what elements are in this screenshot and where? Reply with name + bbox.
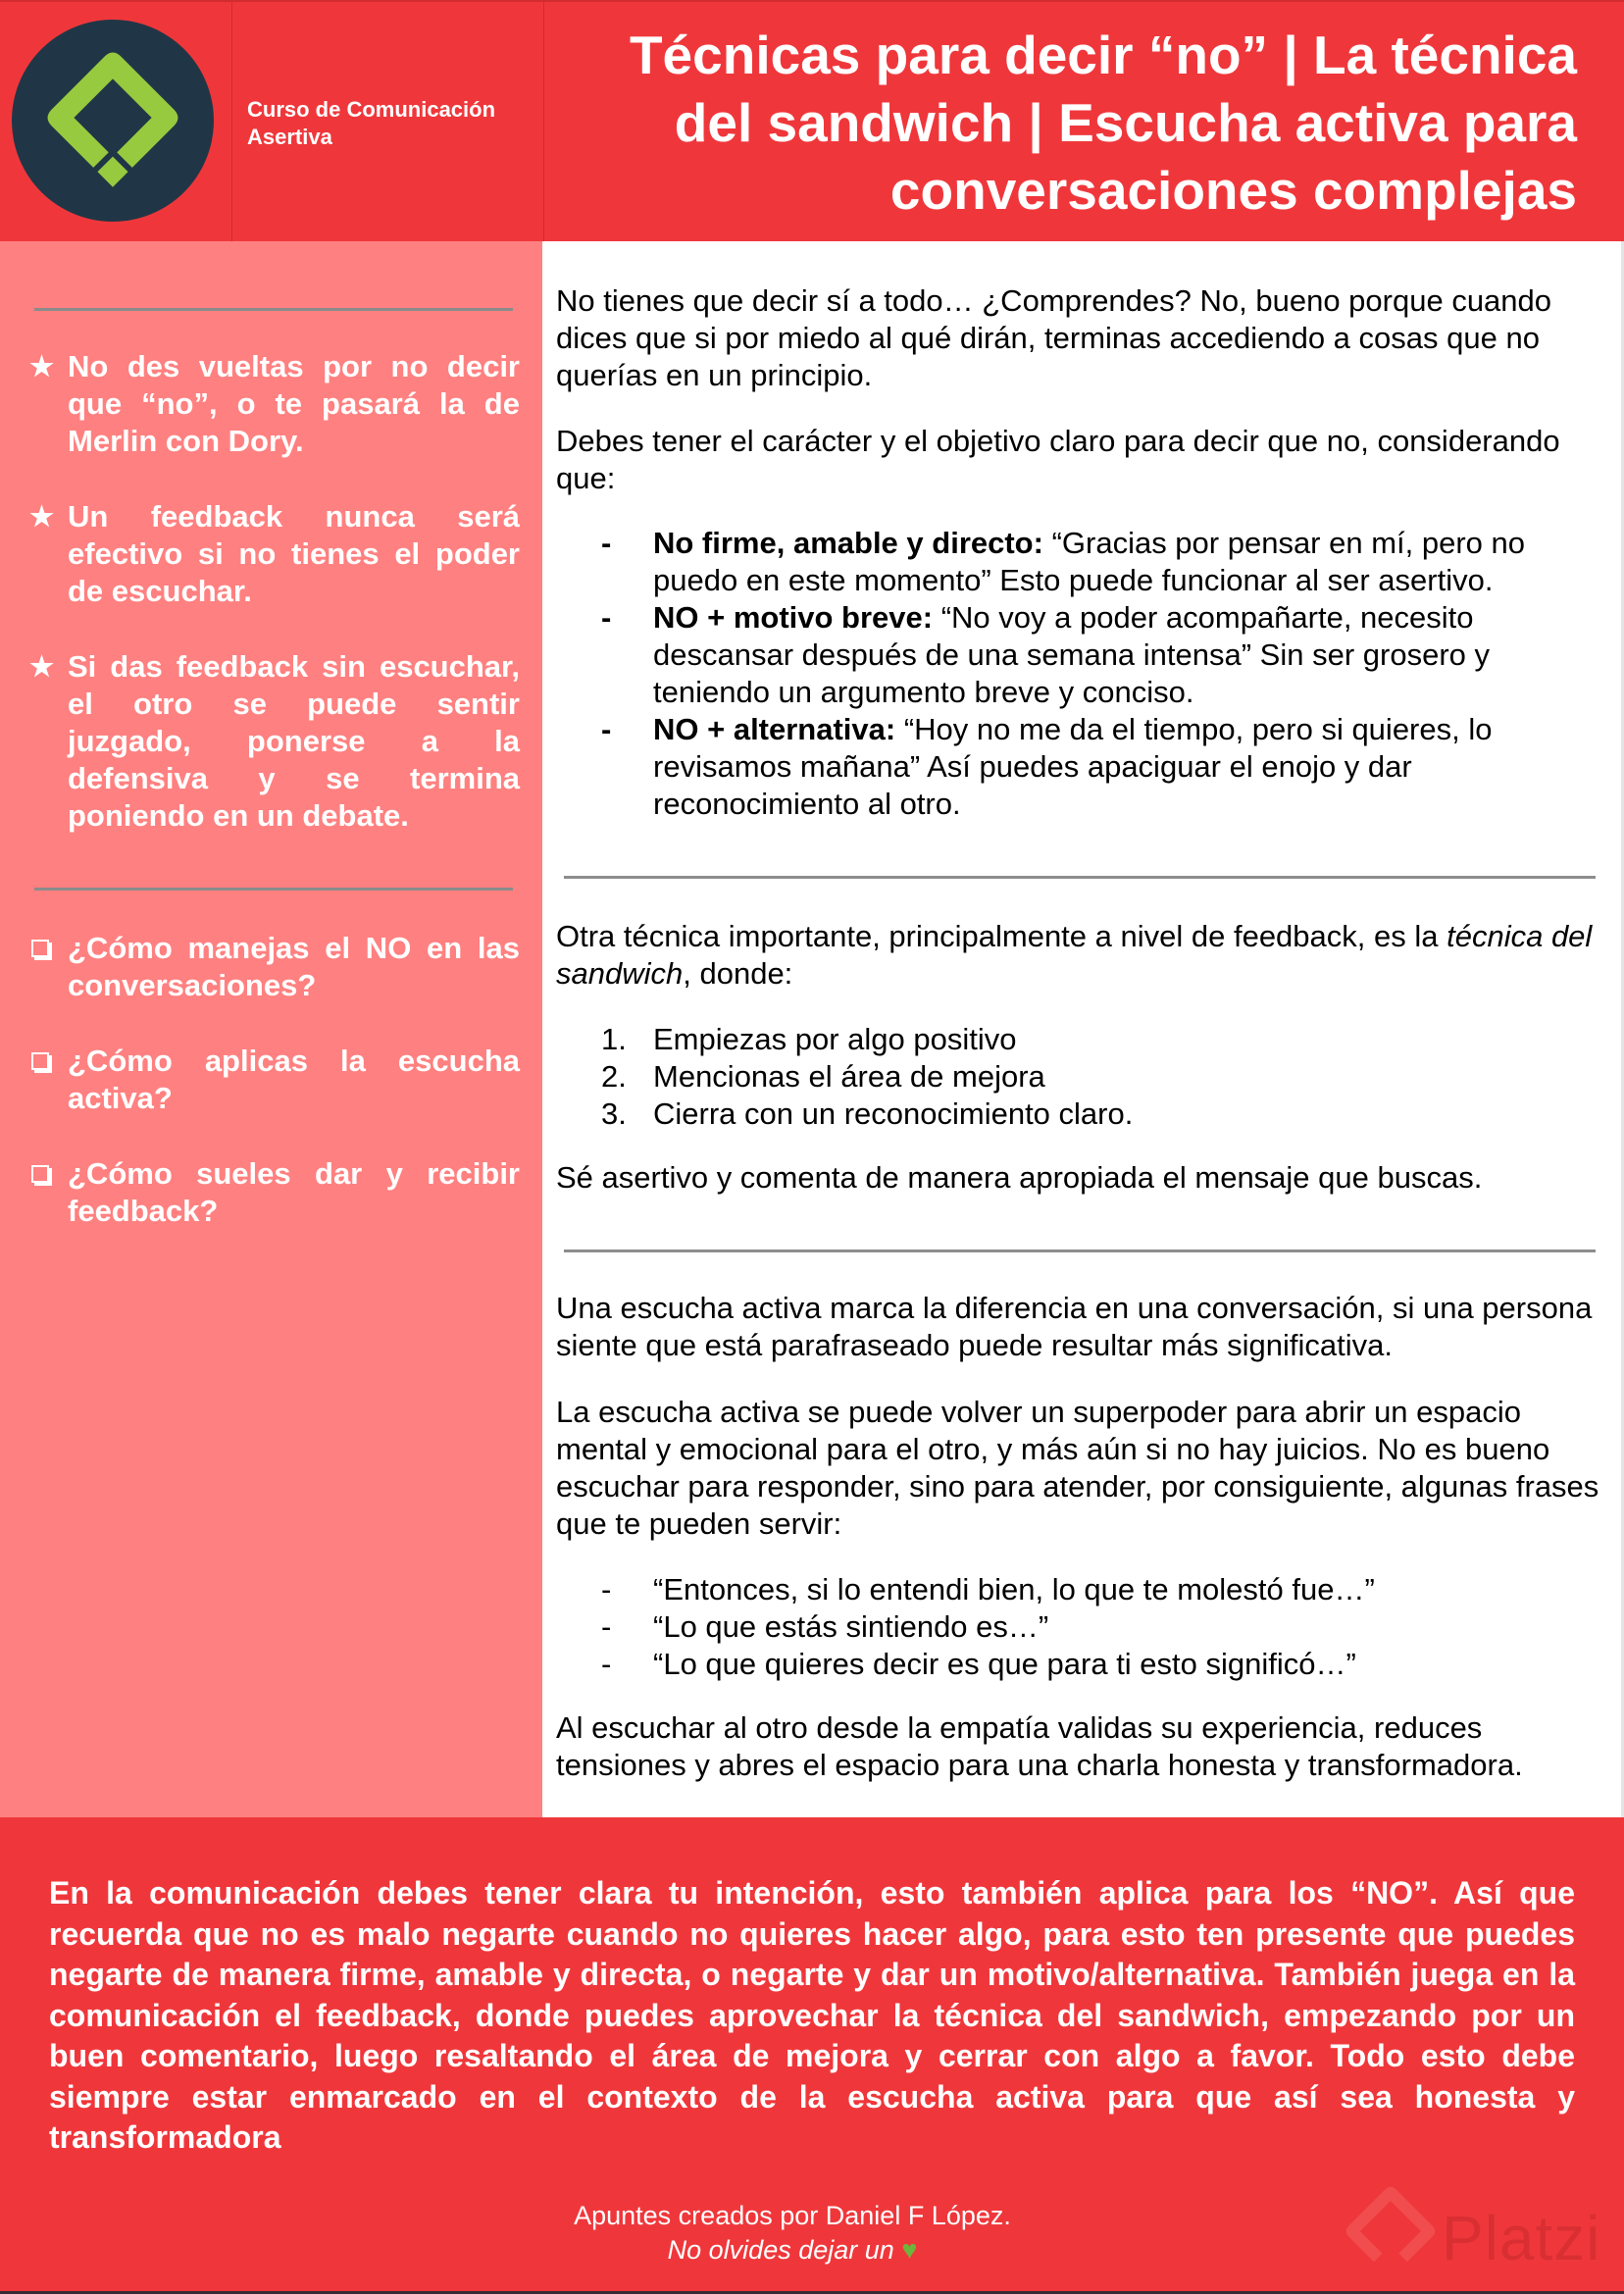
course-cell — [232, 2, 544, 243]
key-point-text: Un feedback nunca será efectivo si no tienes el poder de escuchar. — [68, 499, 520, 608]
item-text: “Lo que quieres decir es que para ti esto significó…” — [653, 1647, 1356, 1681]
paragraph: No tienes que decir sí a todo… ¿Comprendes? No, bueno porque cuando dices que si por miedo al qué dirán, terminas accediendo a cosas que no querías en un principio. — [556, 283, 1552, 392]
item-text: “Lo que estás sintiendo es…” — [653, 1609, 1049, 1644]
number-marker: 1. — [601, 1022, 627, 1056]
paragraph: Una escucha activa marca la diferencia en una conversación, si una persona siente que está parafraseado puede resultar más significativa. — [556, 1291, 1593, 1362]
checkbox-icon — [31, 1052, 49, 1070]
course-name-line: Curso de Comunicación — [247, 97, 496, 122]
paragraph — [556, 918, 1610, 993]
divider — [34, 308, 513, 311]
italic-term: técnica del sandwich — [556, 919, 1593, 991]
key-point-text: No des vueltas por no decir que “no”, o te pasará la de Merlin con Dory. — [68, 349, 520, 458]
page-title — [547, 22, 1577, 225]
dash-bullet: - — [601, 526, 612, 560]
dash-bullet: - — [601, 1609, 612, 1644]
question-item — [29, 930, 520, 1004]
no-techniques-list — [601, 525, 1611, 823]
watermark-text: Platzi — [1442, 2203, 1601, 2273]
paragraph: Al escuchar al otro desde la empatía validas su experiencia, reduces tensiones y abres el espacio para una charla honesta y transformadora. — [556, 1710, 1523, 1782]
list-item — [601, 1571, 1611, 1608]
checkbox-icon — [31, 1165, 49, 1183]
text: Otra técnica importante, principalmente a nivel de feedback, es la — [556, 919, 1447, 953]
item-label: NO + alternativa: — [653, 712, 896, 746]
number-marker: 3. — [601, 1096, 627, 1131]
paragraph: Debes tener el carácter y el objetivo claro para decir que no, considerando que: — [556, 424, 1560, 495]
question-text: ¿Cómo aplicas la escucha activa? — [68, 1044, 520, 1115]
phrases-list — [601, 1571, 1611, 1683]
item-text: “Hoy no me da el tiempo, pero si quieres, lo revisamos mañana” Así puedes apaciguar el enojo y dar reconocimiento al otro. — [653, 712, 1493, 821]
questions-list — [29, 930, 520, 1268]
star-icon: ★ — [29, 651, 55, 682]
logo-cell — [0, 2, 232, 243]
title-line: del sandwich | Escucha activa para — [674, 92, 1577, 153]
course-name — [247, 96, 541, 151]
divider — [34, 888, 513, 891]
key-point-item — [29, 348, 520, 460]
key-point-item — [29, 648, 520, 835]
course-name-line: Asertiva — [247, 125, 332, 149]
list-item — [601, 711, 1611, 823]
dash-bullet: - — [601, 600, 612, 635]
dash-bullet: - — [601, 1647, 612, 1681]
title-line: conversaciones complejas — [889, 160, 1577, 221]
like-reminder — [0, 2235, 1585, 2266]
main-content — [542, 241, 1624, 1817]
key-point-item — [29, 498, 520, 610]
question-text: ¿Cómo manejas el NO en las conversaciones? — [68, 931, 520, 1002]
checkbox-icon — [31, 940, 49, 957]
list-item — [601, 1646, 1611, 1683]
item-text: Cierra con un reconocimiento claro. — [653, 1096, 1134, 1131]
item-text: Empiezas por algo positivo — [653, 1022, 1017, 1056]
divider — [564, 1249, 1596, 1252]
list-item — [601, 1096, 1611, 1133]
platzi-logo-icon — [12, 20, 214, 222]
list-item — [601, 599, 1611, 711]
item-text: Mencionas el área de mejora — [653, 1059, 1045, 1094]
list-item — [601, 1058, 1611, 1096]
question-item — [29, 1043, 520, 1117]
paragraph: La escucha activa se puede volver un superpoder para abrir un espacio mental y emocional para el otro, y más aún si no hay juicios. No es bueno escuchar para responder, sino para atender, por consiguiente, algunas frases que te pueden servir: — [556, 1395, 1599, 1541]
key-point-text: Si das feedback sin escuchar, el otro se puede sentir juzgado, ponerse a la defensiva y se termina poniendo en un debate. — [68, 649, 520, 833]
dash-bullet: - — [601, 1572, 612, 1606]
like-reminder-text: No olvides dejar un — [667, 2235, 894, 2265]
list-item — [601, 1021, 1611, 1058]
green-heart-icon: ♥ — [901, 2235, 918, 2265]
item-label: No firme, amable y directo: — [653, 526, 1043, 560]
summary-text: En la comunicación debes tener clara tu intención, esto también aplica para los “NO”. Así que recuerda que no es malo negarte cuando no quieres hacer algo, para esto ten presente que puedes negarte de manera firme, amable y directa, o negarte y dar un motivo/alternativa. También juega en la comunicación el feedback, donde puedes aprovechar la técnica del sandwich, empezando por un buen comentario, luego resaltando el área de mejora y cerrar con algo a favor. Todo esto debe siempre estar enmarcado en el contexto de la escucha activa para que así sea honesta y transformadora — [49, 1875, 1575, 2155]
author-credit: Apuntes creados por Daniel F López. — [574, 2201, 1011, 2230]
number-marker: 2. — [601, 1059, 627, 1094]
sidebar — [0, 241, 542, 1817]
star-icon: ★ — [29, 501, 55, 532]
paragraph: Sé asertivo y comenta de manera apropiada el mensaje que buscas. — [556, 1160, 1483, 1195]
dash-bullet: - — [601, 712, 612, 746]
item-text: “Gracias por pensar en mí, pero no puedo en este momento” Esto puede funcionar al ser asertivo. — [653, 526, 1526, 597]
star-icon: ★ — [29, 351, 55, 382]
item-text: “No voy a poder acompañarte, necesito descansar después de una semana intensa” Sin ser grosero y teniendo un argumento breve y conciso. — [653, 600, 1490, 709]
header — [0, 0, 1624, 241]
question-text: ¿Cómo sueles dar y recibir feedback? — [68, 1156, 520, 1228]
list-item — [601, 1608, 1611, 1646]
question-item — [29, 1155, 520, 1230]
list-item — [601, 525, 1611, 599]
sandwich-steps-list — [601, 1021, 1611, 1133]
title-line: Técnicas para decir “no” | La técnica — [629, 25, 1577, 85]
divider — [564, 876, 1596, 879]
item-text: “Entonces, si lo entendi bien, lo que te molestó fue…” — [653, 1572, 1375, 1606]
key-points-list — [29, 348, 520, 873]
text: , donde: — [683, 956, 793, 991]
item-label: NO + motivo breve: — [653, 600, 934, 635]
